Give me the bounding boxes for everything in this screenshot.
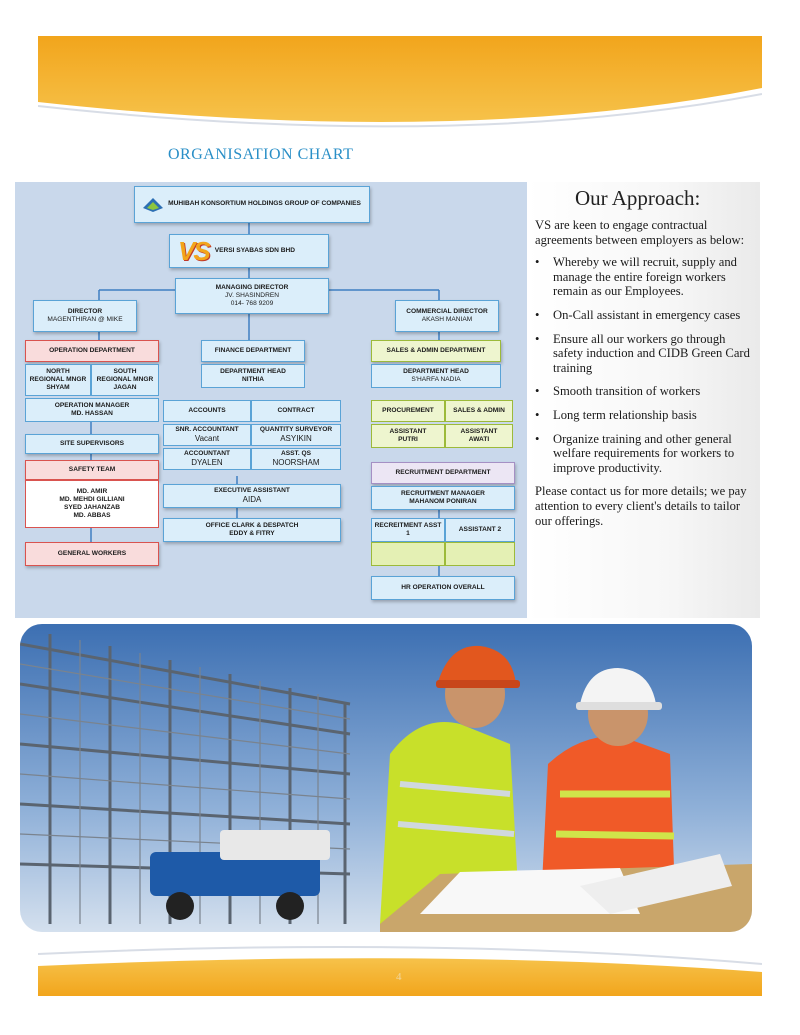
north-regional-box: NORTH REGIONAL MNGR SHYAM	[25, 364, 91, 396]
safety-names-box: MD. AMIR MD. MEHDI GILLIANI SYED JAHANZAB MD. ABBAS	[25, 480, 159, 528]
hr-operation-box: HR OPERATION OVERALL	[371, 576, 515, 600]
assistant-putri-box: ASSISTANT PUTRI	[371, 424, 445, 448]
safety-team-box: SAFETY TEAM	[25, 460, 159, 480]
general-workers-box: GENERAL WORKERS	[25, 542, 159, 566]
approach-panel	[527, 182, 760, 618]
approach-heading: Our Approach:	[575, 186, 701, 210]
construction-workers-photo	[20, 624, 752, 932]
vs-logo: VS	[178, 235, 209, 266]
finance-department-box: FINANCE DEPARTMENT	[201, 340, 305, 362]
site-supervisors-box: SITE SUPERVISORS	[25, 434, 159, 454]
sales-admin-department-box: SALES & ADMIN DEPARTMENT	[371, 340, 501, 362]
contract-box: CONTRACT	[251, 400, 341, 422]
list-item: • Smooth transition of workers	[535, 384, 755, 399]
procurement-box: PROCUREMENT	[371, 400, 445, 422]
director-box: DIRECTOR MAGENTHIRAN @ MIKE	[33, 300, 137, 332]
list-item: • Organize training and other general welfare requirements for workers to improve productivity.	[535, 432, 755, 476]
accountant-box: ACCOUNTANT DYALEN	[163, 448, 251, 470]
approach-list	[535, 255, 755, 475]
recruitment-department-box: RECRUITMENT DEPARTMENT	[371, 462, 515, 484]
recruitment-asst1-box: RECREITMENT ASST 1	[371, 518, 445, 542]
snr-accountant-box: SNR. ACCOUNTANT Vacant	[163, 424, 251, 446]
company-box	[169, 234, 329, 268]
quantity-surveyor-box: QUANTITY SURVEYOR ASYIKIN	[251, 424, 341, 446]
group-company-box	[134, 186, 370, 223]
company-name: VERSI SYABAS SDN BHD	[214, 246, 296, 254]
list-item: • On-Call assistant in emergency cases	[535, 308, 755, 323]
south-regional-box: SOUTH REGIONAL MNGR JAGAN	[91, 364, 159, 396]
page-number: 4	[396, 971, 402, 983]
list-item: • Ensure all our workers go through safety induction and CIDB Green Card training	[535, 332, 755, 376]
group-company-name: MUHIBAH KONSORTIUM HOLDINGS GROUP OF COMPANIES	[168, 200, 361, 208]
recruitment-asst2-box: ASSISTANT 2	[445, 518, 515, 542]
assistant-awati-box: ASSISTANT AWATI	[445, 424, 513, 448]
org-chart	[15, 182, 527, 618]
sales-head-box: DEPARTMENT HEAD S'HARFA NADIA	[371, 364, 501, 388]
muhibah-logo-icon	[143, 198, 163, 212]
managing-director-box: MANAGING DIRECTOR JV. SHASINDREN 014- 768 9209	[175, 278, 329, 314]
footer-banner	[38, 944, 762, 996]
sales-admin-box: SALES & ADMIN	[445, 400, 513, 422]
approach-closing: Please contact us for more details; we pay attention to every client's details to tailor our offerings.	[535, 484, 747, 528]
header-banner	[38, 36, 762, 132]
commercial-director-box: COMMERCIAL DIRECTOR AKASH MANIAM	[395, 300, 499, 332]
approach-intro: VS are keen to engage contractual agreements between employers as below:	[535, 218, 745, 247]
empty-green-box-2	[445, 542, 515, 566]
operation-department-box: OPERATION DEPARTMENT	[25, 340, 159, 362]
executive-assistant-box: EXECUTIVE ASSISTANT AIDA	[163, 484, 341, 508]
asst-qs-box: ASST. QS NOORSHAM	[251, 448, 341, 470]
section-title: ORGANISATION CHART	[168, 146, 354, 163]
recruitment-manager-box: RECRUITMENT MANAGER MAHANOM PONIRAN	[371, 486, 515, 510]
empty-green-box-1	[371, 542, 445, 566]
office-clerk-box: OFFICE CLARK & DESPATCH EDDY & FITRY	[163, 518, 341, 542]
operation-manager-box: OPERATION MANAGER MD. HASSAN	[25, 398, 159, 422]
list-item: • Long term relationship basis	[535, 408, 755, 423]
list-item: • Whereby we will recruit, supply and manage the entire foreign workers remain as our Employees.	[535, 255, 755, 299]
finance-head-box: DEPARTMENT HEAD NITHIA	[201, 364, 305, 388]
accounts-box: ACCOUNTS	[163, 400, 251, 422]
